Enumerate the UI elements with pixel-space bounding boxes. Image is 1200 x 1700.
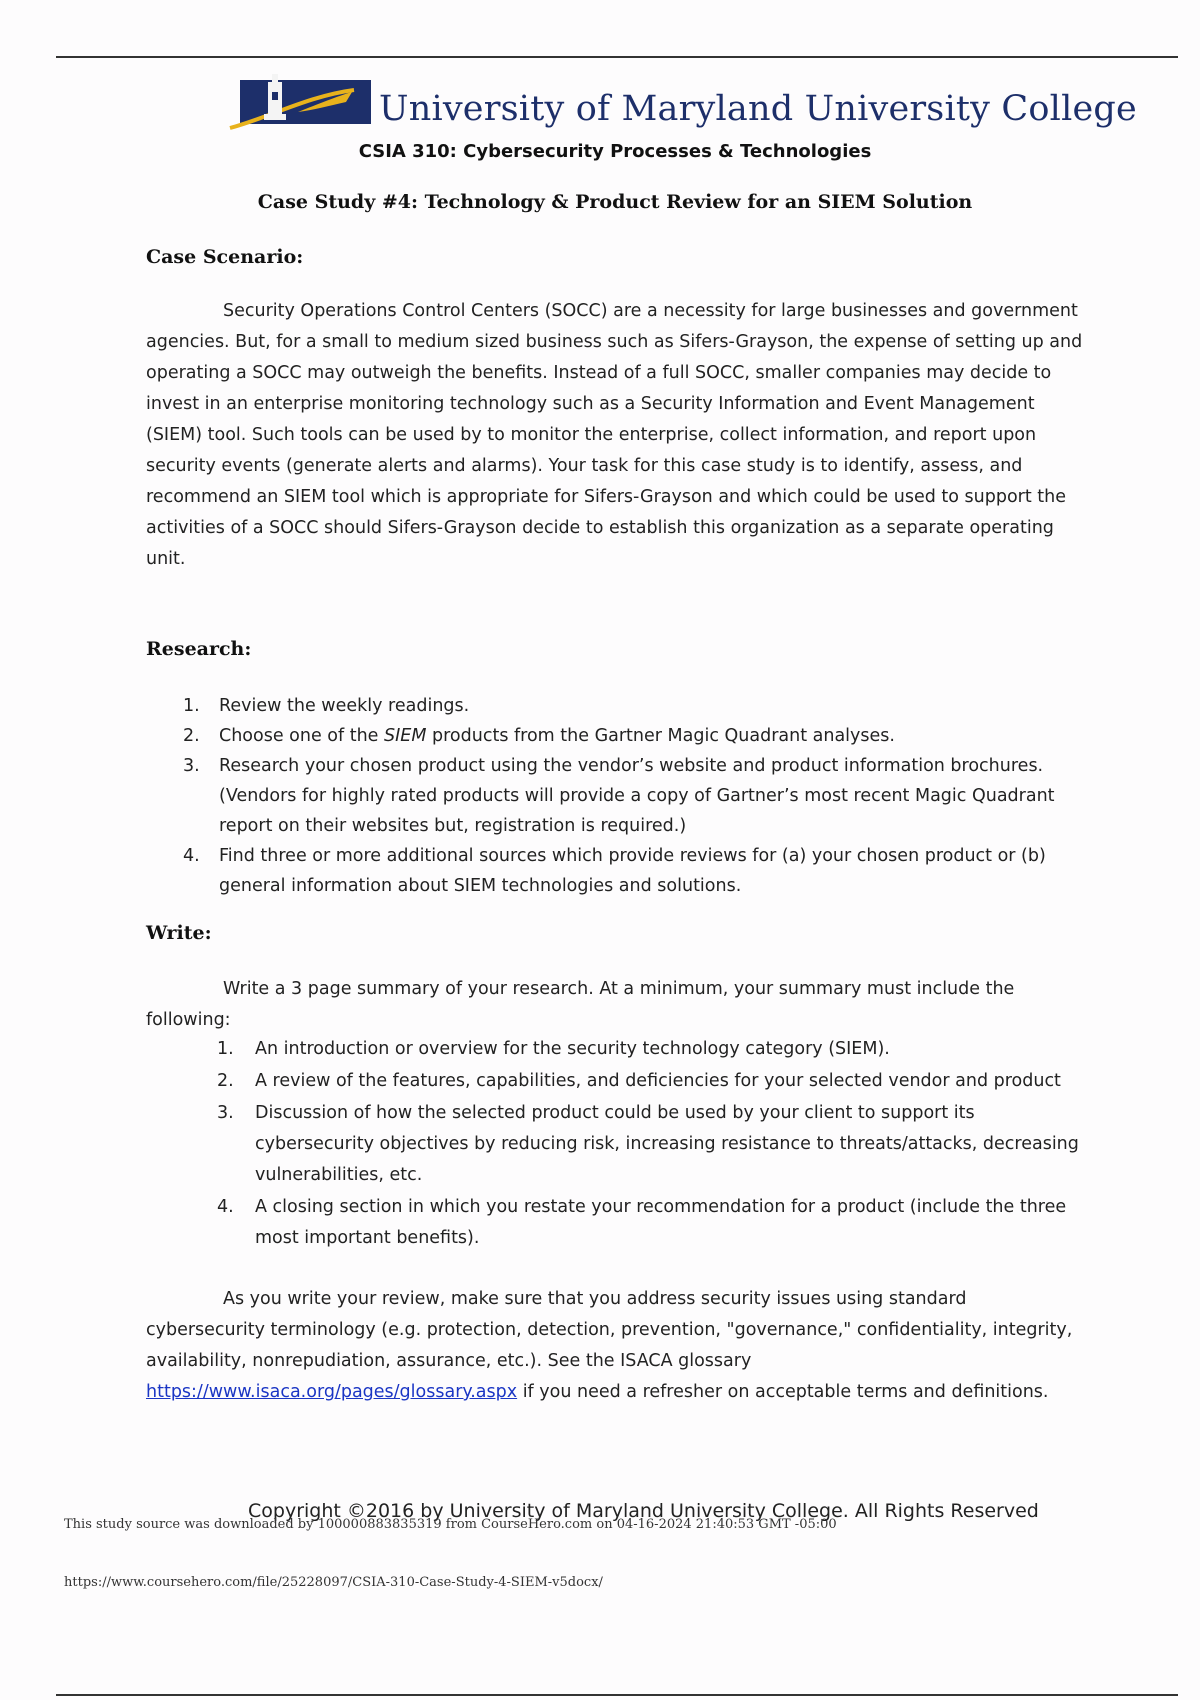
list-item: 4. Find three or more additional sources which provide reviews for (a) your chosen product or (b) general information about SIEM technologies and solutions.: [183, 846, 1046, 896]
case-study-title: Case Study #4: Technology & Product Review for an SIEM Solution: [257, 191, 973, 213]
write-list: [217, 1034, 1093, 1255]
university-name: University of Maryland University College: [379, 89, 1137, 129]
course-title: CSIA 310: Cybersecurity Processes & Technologies: [358, 141, 872, 162]
closing-paragraph: As you write your review, make sure that you address security issues using standard cybersecurity terminology (e.g. protection, detection, prevention, "governance," confidentiality, integrity, availability, nonrepudiation, assurance, etc.). See the ISACA glossary https://www.isaca.org/pages/glossary.aspx if you need a refresher on acceptable terms and definitions.: [146, 1289, 1073, 1402]
write-intro: Write a 3 page summary of your research. At a minimum, your summary must include the following:: [146, 979, 1015, 1030]
copyright-notice: Copyright ©2016 by University of Maryland University College. All Rights Reserved: [248, 1500, 1039, 1522]
list-item: 1. An introduction or overview for the security technology category (SIEM).: [217, 1039, 890, 1059]
research-list: [183, 691, 1089, 901]
top-rule: [56, 56, 1178, 58]
university-logo: [228, 74, 1137, 138]
isaca-glossary-link[interactable]: https://www.isaca.org/pages/glossary.aspx: [146, 1382, 518, 1402]
list-item: 3. Research your chosen product using the vendor’s website and product information brochures. (Vendors for highly rated products will provide a copy of Gartner’s most recent Magic Quadrant report on their websites but, registration is required.): [183, 756, 1055, 836]
list-item: 2. Choose one of the SIEM products from the Gartner Magic Quadrant analyses.: [183, 726, 895, 746]
scenario-paragraph: Security Operations Control Centers (SOCC) are a necessity for large businesses and government agencies. But, for a small to medium sized business such as Sifers-Grayson, the expense of setting up and operating a SOCC may outweigh the benefits. Instead of a full SOCC, smaller companies may decide to invest in an enterprise monitoring technology such as a Security Information and Event Management (SIEM) tool. Such tools can be used by to monitor the enterprise, collect information, and report upon security events (generate alerts and alarms). Your task for this case study is to identify, assess, and recommend an SIEM tool which is appropriate for Sifers-Grayson and which could be used to support the activities of a SOCC should Sifers-Grayson decide to establish this organization as a separate operating unit.: [146, 301, 1083, 569]
write-heading: Write:: [146, 922, 212, 944]
bottom-rule: [56, 1694, 1178, 1696]
list-item: 3. Discussion of how the selected product could be used by your client to support its cybersecurity objectives by reducing risk, increasing resistance to threats/attacks, decreasing vulnerabilities, etc.: [217, 1103, 1079, 1185]
list-item: 4. A closing section in which you restate your recommendation for a product (include the three most important benefits).: [217, 1197, 1067, 1248]
source-url: https://www.coursehero.com/file/25228097/CSIA-310-Case-Study-4-SIEM-v5docx/: [64, 1575, 603, 1590]
list-item: 2. A review of the features, capabilities, and deficiencies for your selected vendor and product: [217, 1071, 1061, 1091]
research-heading: Research:: [146, 638, 252, 660]
scenario-heading: Case Scenario:: [146, 246, 304, 268]
download-watermark: This study source was downloaded by 100000883835319 from CourseHero.com on 04-16-2024 21:40:53 GMT -05:00: [64, 1517, 837, 1532]
list-item: 1. Review the weekly readings.: [183, 696, 470, 716]
umuc-logo-icon: [228, 74, 373, 138]
